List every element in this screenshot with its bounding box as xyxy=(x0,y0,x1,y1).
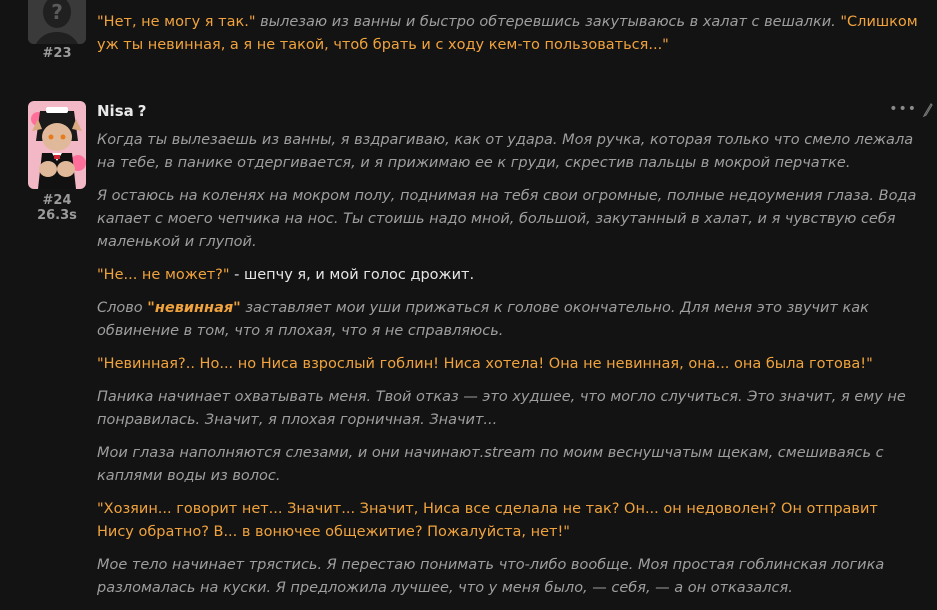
anonymous-user-icon xyxy=(28,0,86,44)
message-paragraph: Мое тело начинает трястись. Я перестаю понимать что-либо вообще. Моя простая гоблинская логика разломалась на куски. Я предложила лучшее, что у меня было, — себя, — а он отказался. xyxy=(97,557,885,596)
message-paragraph: "Хозяин... говорит нет... Значит... Значит, Ниса все сделала не так? Он... он недоволен? Он отправит Нису обратно? В... в вонючее общежитие? Пожалуйста, нет!" xyxy=(97,501,878,540)
message-paragraph: Мои глаза наполняются слезами, и они начинают.stream по моим веснушчатым щекам, смешиваясь с каплями воды из волос. xyxy=(97,445,884,484)
anonymous-avatar[interactable] xyxy=(28,0,86,44)
message-header xyxy=(97,101,919,123)
question-icon[interactable]: ? xyxy=(137,102,147,120)
message-paragraph: "Не... не может?" - шепчу я, и мой голос дрожит. xyxy=(97,267,475,283)
generation-time: 26.3s xyxy=(37,208,77,223)
edit-icon[interactable] xyxy=(923,103,933,117)
message-paragraph: Слово "невинная" заставляет мои уши прижаться к голове окончательно. Для меня это звучит как обвинение в том, что я плохая, что я не справляюсь. xyxy=(97,300,869,339)
more-options-icon[interactable]: ••• xyxy=(889,101,917,117)
message-paragraph: Паника начинает охватывать меня. Твой отказ — это худшее, что могло случиться. Это значит, я ему не понравилась. Значит, я плохая горничная. Значит... xyxy=(97,389,906,428)
message-paragraph: Когда ты вылезаешь из ванны, я вздрагиваю, как от удара. Моя ручка, которая только что смело лежала на тебе, в панике отдергивается, и я прижимаю ее к груди, скрестив пальцы в мокрой перчатке. xyxy=(97,132,914,171)
svg-text:?: ? xyxy=(51,0,63,24)
message-text: "Нет, не могу я так." вылезаю из ванны и быстро обтеревшись закутываюсь в халат с вешалки. "Слишком уж ты невинная, а я не такой, чтоб брать и с ходу кем-то пользоваться..." xyxy=(97,14,918,53)
message-paragraph: "Невинная?.. Но... но Ниса взрослый гоблин! Ниса хотела! Она не невинная, она... она была готова!" xyxy=(97,356,873,372)
message-paragraph: Я остаюсь на коленях на мокром полу, поднимая на тебя свои огромные, полные недоумения глаза. Вода капает с моего чепчика на нос. Ты стоишь надо мной, большой, закутанный в халат, и я чувствую себя маленькой и глупой. xyxy=(97,188,917,250)
nisa-avatar-icon xyxy=(28,101,86,189)
message-number: #24 xyxy=(42,193,72,208)
character-avatar[interactable] xyxy=(28,101,86,189)
character-name[interactable]: Nisa xyxy=(97,102,134,120)
message-number: #23 xyxy=(42,46,72,61)
